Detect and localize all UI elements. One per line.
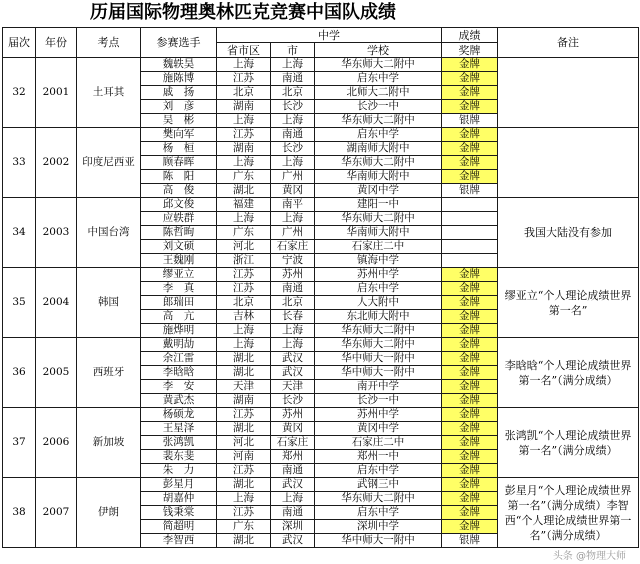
province-cell: 上海 xyxy=(217,212,271,226)
school-cell: 深圳中学 xyxy=(315,520,442,534)
school-cell: 启东中学 xyxy=(315,72,442,86)
remarks-cell xyxy=(498,128,639,198)
province-cell: 江苏 xyxy=(217,464,271,478)
results-body xyxy=(3,58,639,548)
medal-cell: 金牌 xyxy=(442,394,498,408)
contestant-cell: 胡嘉仲 xyxy=(141,492,217,506)
province-cell: 上海 xyxy=(217,114,271,128)
contestant-cell: 戴明劼 xyxy=(141,338,217,352)
contestant-cell: 郎瑞田 xyxy=(141,296,217,310)
session-cell: 35 xyxy=(3,268,36,338)
contestant-cell: 刘文硕 xyxy=(141,240,217,254)
contestant-cell: 黄武杰 xyxy=(141,394,217,408)
province-cell: 江苏 xyxy=(217,408,271,422)
medal-cell xyxy=(442,226,498,240)
medal-cell xyxy=(442,254,498,268)
header-medal: 奖牌 xyxy=(442,43,498,58)
remarks-cell: 李晗晗“个人理论成绩世界第一名”（满分成绩） xyxy=(498,338,639,408)
city-cell: 广州 xyxy=(271,170,315,184)
province-cell: 江苏 xyxy=(217,72,271,86)
city-cell: 宁波 xyxy=(271,254,315,268)
session-cell: 34 xyxy=(3,198,36,268)
table-row xyxy=(3,268,639,282)
watermark: 头条 @物理大师 xyxy=(552,551,626,562)
medal-cell xyxy=(442,240,498,254)
medal-cell: 金牌 xyxy=(442,338,498,352)
province-cell: 湖北 xyxy=(217,478,271,492)
medal-cell xyxy=(442,212,498,226)
city-cell: 上海 xyxy=(271,58,315,72)
header-school-group: 中学 xyxy=(217,28,442,43)
contestant-cell: 施烨明 xyxy=(141,324,217,338)
medal-cell: 金牌 xyxy=(442,366,498,380)
province-cell: 江苏 xyxy=(217,282,271,296)
year-cell: 2006 xyxy=(36,408,77,478)
medal-cell: 金牌 xyxy=(442,422,498,436)
venue-cell: 中国台湾 xyxy=(77,198,141,268)
city-cell: 长沙 xyxy=(271,142,315,156)
medal-cell: 金牌 xyxy=(442,72,498,86)
remarks-cell: 我国大陆没有参加 xyxy=(498,198,639,268)
province-cell: 吉林 xyxy=(217,310,271,324)
school-cell: 启东中学 xyxy=(315,506,442,520)
school-cell: 华东师大二附中 xyxy=(315,156,442,170)
province-cell: 江苏 xyxy=(217,268,271,282)
school-cell: 武钢三中 xyxy=(315,478,442,492)
contestant-cell: 朱 力 xyxy=(141,464,217,478)
contestant-cell: 邱文俊 xyxy=(141,198,217,212)
contestant-cell: 应轶群 xyxy=(141,212,217,226)
city-cell: 长春 xyxy=(271,310,315,324)
school-cell: 长沙一中 xyxy=(315,100,442,114)
province-cell: 湖北 xyxy=(217,534,271,548)
contestant-cell: 高 亢 xyxy=(141,310,217,324)
city-cell: 武汉 xyxy=(271,534,315,548)
header-result-group: 成绩 xyxy=(442,28,498,43)
header-venue: 考点 xyxy=(77,28,141,58)
contestant-cell: 张鸿凯 xyxy=(141,436,217,450)
school-cell: 华东师大二附中 xyxy=(315,324,442,338)
school-cell: 黄冈中学 xyxy=(315,184,442,198)
medal-cell: 金牌 xyxy=(442,296,498,310)
venue-cell: 伊朗 xyxy=(77,478,141,548)
province-cell: 浙江 xyxy=(217,254,271,268)
province-cell: 广东 xyxy=(217,520,271,534)
school-cell: 石家庄二中 xyxy=(315,436,442,450)
province-cell: 北京 xyxy=(217,86,271,100)
province-cell: 上海 xyxy=(217,324,271,338)
school-cell: 长沙一中 xyxy=(315,394,442,408)
session-cell: 36 xyxy=(3,338,36,408)
medal-cell: 金牌 xyxy=(442,492,498,506)
contestant-cell: 戚 扬 xyxy=(141,86,217,100)
contestant-cell: 王魏刚 xyxy=(141,254,217,268)
table-row xyxy=(3,198,639,212)
province-cell: 湖北 xyxy=(217,184,271,198)
medal-cell: 金牌 xyxy=(442,156,498,170)
contestant-cell: 余江雷 xyxy=(141,352,217,366)
contestant-cell: 李 安 xyxy=(141,380,217,394)
medal-cell: 金牌 xyxy=(442,408,498,422)
province-cell: 湖南 xyxy=(217,142,271,156)
medal-cell: 金牌 xyxy=(442,86,498,100)
session-cell: 32 xyxy=(3,58,36,128)
school-cell: 启东中学 xyxy=(315,464,442,478)
remarks-cell: 缪亚立“个人理论成绩世界第一名” xyxy=(498,268,639,338)
header-contestant: 参赛选手 xyxy=(141,28,217,58)
province-cell: 上海 xyxy=(217,338,271,352)
contestant-cell: 彭星月 xyxy=(141,478,217,492)
city-cell: 上海 xyxy=(271,492,315,506)
medal-cell: 金牌 xyxy=(442,310,498,324)
medal-cell: 金牌 xyxy=(442,352,498,366)
school-cell: 华东师大二附中 xyxy=(315,338,442,352)
province-cell: 上海 xyxy=(217,492,271,506)
header-session: 届次 xyxy=(3,28,36,58)
medal-cell: 金牌 xyxy=(442,58,498,72)
city-cell: 天津 xyxy=(271,380,315,394)
contestant-cell: 李智西 xyxy=(141,534,217,548)
contestant-cell: 李 真 xyxy=(141,282,217,296)
province-cell: 北京 xyxy=(217,296,271,310)
medal-cell: 银牌 xyxy=(442,534,498,548)
city-cell: 南通 xyxy=(271,464,315,478)
school-cell: 华东师大二附中 xyxy=(315,212,442,226)
contestant-cell: 李晗晗 xyxy=(141,366,217,380)
venue-cell: 新加坡 xyxy=(77,408,141,478)
city-cell: 南平 xyxy=(271,198,315,212)
school-cell: 北师大二附中 xyxy=(315,86,442,100)
province-cell: 广东 xyxy=(217,226,271,240)
city-cell: 黄冈 xyxy=(271,184,315,198)
table-row xyxy=(3,408,639,422)
venue-cell: 韩国 xyxy=(77,268,141,338)
school-cell: 华中师大一附中 xyxy=(315,534,442,548)
table-row xyxy=(3,478,639,492)
city-cell: 北京 xyxy=(271,86,315,100)
medal-cell: 金牌 xyxy=(442,128,498,142)
school-cell: 启东中学 xyxy=(315,128,442,142)
school-cell: 镇海中学 xyxy=(315,254,442,268)
medal-cell: 金牌 xyxy=(442,268,498,282)
province-cell: 江苏 xyxy=(217,128,271,142)
contestant-cell: 顾春晖 xyxy=(141,156,217,170)
school-cell: 苏州中学 xyxy=(315,408,442,422)
school-cell: 华东师大二附中 xyxy=(315,58,442,72)
province-cell: 河北 xyxy=(217,240,271,254)
medal-cell: 金牌 xyxy=(442,380,498,394)
remarks-cell xyxy=(498,58,639,128)
province-cell: 湖南 xyxy=(217,100,271,114)
school-cell: 启东中学 xyxy=(315,282,442,296)
city-cell: 武汉 xyxy=(271,478,315,492)
school-cell: 华南师大附中 xyxy=(315,170,442,184)
province-cell: 上海 xyxy=(217,58,271,72)
venue-cell: 西班牙 xyxy=(77,338,141,408)
school-cell: 苏州中学 xyxy=(315,268,442,282)
medal-cell: 金牌 xyxy=(442,450,498,464)
contestant-cell: 杨 桓 xyxy=(141,142,217,156)
contestant-cell: 陈 阳 xyxy=(141,170,217,184)
header-year: 年份 xyxy=(36,28,77,58)
province-cell: 天津 xyxy=(217,380,271,394)
school-cell: 华东师大二附中 xyxy=(315,114,442,128)
remarks-cell: 彭星月“个人理论成绩世界第一名”（满分成绩）李智西“个人理论成绩世界第一名”（满分成绩） xyxy=(498,478,639,548)
school-cell: 石家庄二中 xyxy=(315,240,442,254)
year-cell: 2002 xyxy=(36,128,77,198)
school-cell: 华中师大一附中 xyxy=(315,352,442,366)
city-cell: 武汉 xyxy=(271,352,315,366)
province-cell: 湖北 xyxy=(217,352,271,366)
session-cell: 38 xyxy=(3,478,36,548)
school-cell: 东北师大附中 xyxy=(315,310,442,324)
province-cell: 湖北 xyxy=(217,366,271,380)
city-cell: 南通 xyxy=(271,128,315,142)
city-cell: 石家庄 xyxy=(271,436,315,450)
city-cell: 长沙 xyxy=(271,394,315,408)
header-school: 学校 xyxy=(315,43,442,58)
contestant-cell: 裴东斐 xyxy=(141,450,217,464)
table-row xyxy=(3,128,639,142)
contestant-cell: 简超明 xyxy=(141,520,217,534)
header-province: 省市区 xyxy=(217,43,271,58)
contestant-cell: 高 俊 xyxy=(141,184,217,198)
city-cell: 苏州 xyxy=(271,268,315,282)
city-cell: 北京 xyxy=(271,296,315,310)
contestant-cell: 王星泽 xyxy=(141,422,217,436)
medal-cell xyxy=(442,198,498,212)
page-title: 历届国际物理奥林匹克竞赛中国队成绩 xyxy=(90,2,396,23)
school-cell: 华南师大附中 xyxy=(315,226,442,240)
city-cell: 上海 xyxy=(271,212,315,226)
header-remarks: 备注 xyxy=(498,28,639,58)
city-cell: 南通 xyxy=(271,282,315,296)
contestant-cell: 施陈博 xyxy=(141,72,217,86)
medal-cell: 金牌 xyxy=(442,282,498,296)
school-cell: 华中师大一附中 xyxy=(315,366,442,380)
city-cell: 上海 xyxy=(271,114,315,128)
school-cell: 建阳一中 xyxy=(315,198,442,212)
city-cell: 南通 xyxy=(271,506,315,520)
medal-cell: 金牌 xyxy=(442,324,498,338)
contestant-cell: 魏轶昊 xyxy=(141,58,217,72)
contestant-cell: 樊向军 xyxy=(141,128,217,142)
city-cell: 上海 xyxy=(271,338,315,352)
province-cell: 湖南 xyxy=(217,394,271,408)
city-cell: 上海 xyxy=(271,156,315,170)
medal-cell: 金牌 xyxy=(442,464,498,478)
year-cell: 2004 xyxy=(36,268,77,338)
province-cell: 广东 xyxy=(217,170,271,184)
school-cell: 南开中学 xyxy=(315,380,442,394)
medal-cell: 金牌 xyxy=(442,436,498,450)
city-cell: 石家庄 xyxy=(271,240,315,254)
year-cell: 2003 xyxy=(36,198,77,268)
city-cell: 上海 xyxy=(271,324,315,338)
city-cell: 广州 xyxy=(271,226,315,240)
province-cell: 湖北 xyxy=(217,422,271,436)
school-cell: 人大附中 xyxy=(315,296,442,310)
medal-cell: 银牌 xyxy=(442,114,498,128)
city-cell: 深圳 xyxy=(271,520,315,534)
city-cell: 武汉 xyxy=(271,366,315,380)
contestant-cell: 吴 彬 xyxy=(141,114,217,128)
province-cell: 福建 xyxy=(217,198,271,212)
school-cell: 华东师大二附中 xyxy=(315,492,442,506)
medal-cell: 金牌 xyxy=(442,520,498,534)
session-cell: 37 xyxy=(3,408,36,478)
medal-cell: 金牌 xyxy=(442,478,498,492)
medal-cell: 银牌 xyxy=(442,184,498,198)
contestant-cell: 杨硕龙 xyxy=(141,408,217,422)
school-cell: 黄冈中学 xyxy=(315,422,442,436)
city-cell: 南通 xyxy=(271,72,315,86)
province-cell: 河北 xyxy=(217,436,271,450)
contestant-cell: 缪亚立 xyxy=(141,268,217,282)
year-cell: 2001 xyxy=(36,58,77,128)
header-city: 市 xyxy=(271,43,315,58)
year-cell: 2005 xyxy=(36,338,77,408)
remarks-cell: 张鸿凯“个人理论成绩世界第一名”（满分成绩） xyxy=(498,408,639,478)
medal-cell: 金牌 xyxy=(442,142,498,156)
contestant-cell: 陈哲昫 xyxy=(141,226,217,240)
results-table xyxy=(2,27,639,548)
medal-cell: 金牌 xyxy=(442,506,498,520)
province-cell: 江苏 xyxy=(217,506,271,520)
contestant-cell: 刘 彦 xyxy=(141,100,217,114)
city-cell: 黄冈 xyxy=(271,422,315,436)
year-cell: 2007 xyxy=(36,478,77,548)
province-cell: 河南 xyxy=(217,450,271,464)
city-cell: 苏州 xyxy=(271,408,315,422)
school-cell: 郑州一中 xyxy=(315,450,442,464)
table-row xyxy=(3,338,639,352)
venue-cell: 土耳其 xyxy=(77,58,141,128)
city-cell: 郑州 xyxy=(271,450,315,464)
contestant-cell: 钱秉棠 xyxy=(141,506,217,520)
venue-cell: 印度尼西亚 xyxy=(77,128,141,198)
session-cell: 33 xyxy=(3,128,36,198)
table-row xyxy=(3,58,639,72)
medal-cell: 金牌 xyxy=(442,170,498,184)
province-cell: 上海 xyxy=(217,156,271,170)
medal-cell: 金牌 xyxy=(442,100,498,114)
city-cell: 长沙 xyxy=(271,100,315,114)
school-cell: 湖南师大附中 xyxy=(315,142,442,156)
